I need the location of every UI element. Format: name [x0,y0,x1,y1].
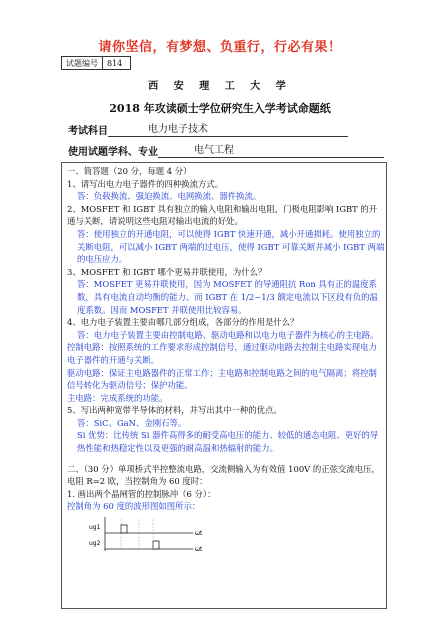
subject-row [68,122,348,137]
subject-label: 考试科目 [68,126,108,137]
university-name: 西 安 理 工 大 学 [148,81,292,92]
answer-2: 答：使用独立的开通电阻，可以使得 IGBT 快速开通，减小开通损耗。使用独立的关断电阻，可以减小 IGBT 两端的过电压，使得 IGBT 可靠关断并减小 IGBT 两端的电压应力。 [77,228,385,265]
exam-code-value: 814 [103,56,131,70]
omega-t-label-2: ωt [195,546,203,554]
ug2-pulse [153,541,159,549]
ug2-label: ug2 [89,540,101,548]
exam-title: 2018 年攻读硕士学位研究生入学考试命题纸 [109,102,331,115]
section2-question-1: 1. 画出两个晶闸管的控制脉冲（6 分）： [67,488,216,499]
answer-1: 答：负载换流、强迫换流、电网换流、器件换流。 [77,191,262,202]
discipline-value: 电气工程 [158,144,384,158]
subject-value: 电力电子技术 [108,123,348,137]
question-2: 2、MOSFET 和 IGBT 具有独立的输入电阻和输出电阻，门极电阻影响 IGBT 的开通与关断，请说明这些电阻对输出电流的好处。 [67,203,378,227]
answer-4-driver: 驱动电路：保证主电路器件的正常工作；主电路和控制电路之间的电气隔离；将控制信号转化为驱动信号；保护功能。 [67,367,377,391]
exam-code-label: 试题编号 [61,56,103,70]
answer-4-main: 主电路：完成系统的功能。 [67,392,168,403]
question-5: 5、写出两种宽带半导体的材料，并写出其中一种的优点。 [67,405,282,416]
section1-header: 一、简答题（20 分，每题 4 分） [67,166,192,176]
ug1-label: ug1 [89,524,101,532]
exam-code-box [61,56,131,70]
answer-4-intro: 答：电力电子装置主要由控制电路、驱动电路和以电力电子器件为核心的主电路。 [77,329,379,340]
answer-4-control: 控制电路：按照系统的工作要求形成控制信号，通过驱动电路去控制主电路实现电力电子器件的开通与关断。 [67,342,377,365]
discipline-row [68,143,384,158]
ug1-pulse [121,525,127,533]
answer-5-advantages: Si 优势：比传统 Si 器件高得多的耐受高电压的能力、较低的通态电阻、更好的导热性能和热稳定性以及更强的耐高温和热辐射的能力。 [77,430,379,454]
question-3: 3、MOSFET 和 IGBT 哪个更易并联使用，为什么？ [67,266,267,277]
question-content [67,165,385,555]
answer-3: 答：MOSFET 更易并联使用，因为 MOSFET 的导通阻抗 Ron 具有正的温度系数，具有电流自动均衡的能力。而 IGBT 在 1/2~1/3 额定电流以下区段有负的温度系数。因而 MOSFET 并联使用比较容易。 [77,279,378,315]
question-4: 4、电力电子装置主要由哪几部分组成，各部分的作用是什么？ [67,317,299,328]
omega-t-label-1: ωt [195,530,203,538]
section2-answer-1: 控制角为 60 度的波形图如图所示： [67,501,201,512]
slogan-banner: 请你坚信，有梦想、负重行，行必有果！ [98,40,342,55]
section2-header: 二、（30 分）单项桥式半控整流电路，交流侧输入为有效值 100V 的正弦交流电压，电阻 R=2 欧，当控制角为 60 度时： [67,463,380,487]
discipline-label: 使用试题学科、专业 [68,147,158,158]
question-1: 1、请写出电力电子器件的四种换流方式。 [67,178,224,189]
pulse-waveform-diagram [83,515,213,555]
answer-5-materials: 答：SiC、GaN、金刚石等。 [77,417,187,428]
